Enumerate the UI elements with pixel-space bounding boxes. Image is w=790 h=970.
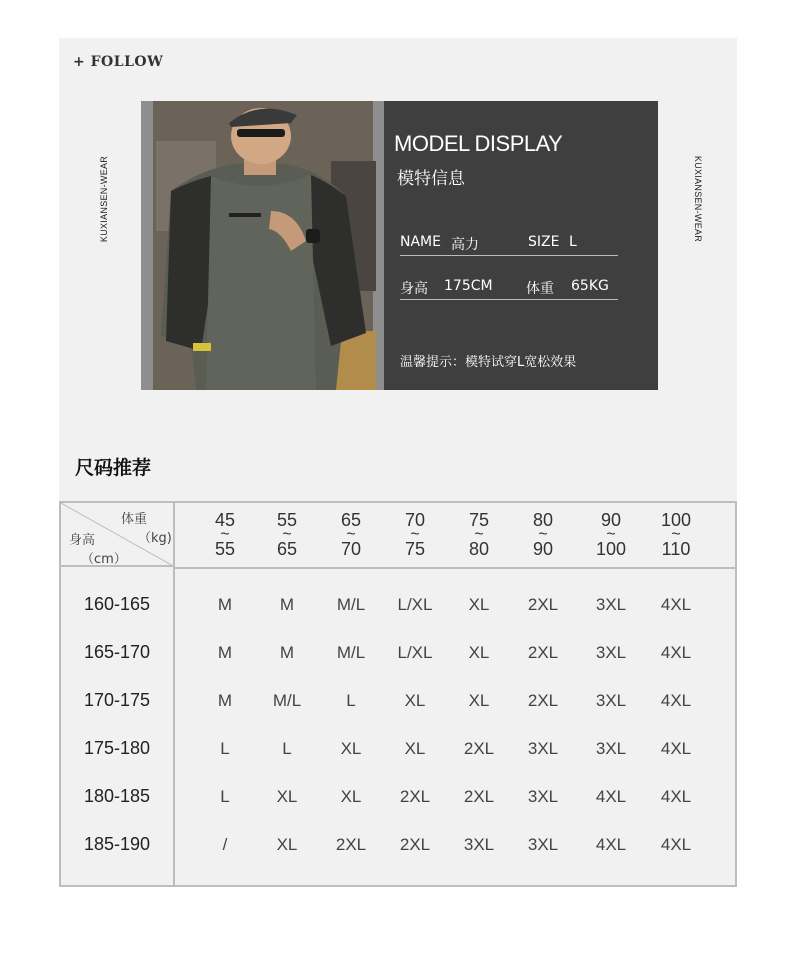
height-range-cell: 180-185: [83, 786, 151, 806]
weight-range-to: 55: [214, 539, 236, 559]
weight-range-to: 90: [532, 539, 554, 559]
height-range-cell: 170-175: [83, 690, 151, 710]
size-cell: 4XL: [660, 595, 692, 614]
weight-range-to: 100: [595, 539, 627, 559]
size-cell: L: [346, 691, 356, 710]
size-cell: XL: [468, 643, 490, 662]
size-cell: 2XL: [527, 643, 559, 662]
size-cell: 3XL: [595, 595, 627, 614]
model-info-box: [384, 101, 658, 390]
header-divider: [175, 567, 735, 569]
brand-side-label-left: KUXIANSEN-WEAR: [99, 155, 109, 243]
weight-value: 65KG: [571, 278, 609, 294]
height-range-cell: 160-165: [83, 594, 151, 614]
fit-tip: 温馨提示：模特试穿L宽松效果: [400, 355, 577, 370]
weight-range-to: 65: [276, 539, 298, 559]
weight-range-header: [257, 510, 317, 559]
model-name-size-row: [400, 234, 618, 256]
size-cell: XL: [404, 691, 426, 710]
size-cell: 4XL: [660, 835, 692, 854]
size-cell: L: [282, 739, 292, 758]
name-value: 高力: [451, 237, 479, 253]
size-cell: 4XL: [595, 835, 627, 854]
weight-range-header: [449, 510, 509, 559]
size-cell: XL: [340, 787, 362, 806]
size-cell: L/XL: [397, 643, 433, 662]
size-cell: M/L: [272, 691, 302, 710]
weight-range-from: 55: [276, 510, 298, 530]
size-cell: 4XL: [660, 787, 692, 806]
model-info-subtitle: 模特信息: [397, 169, 465, 189]
size-cell: M: [279, 643, 295, 662]
weight-range-to: 70: [340, 539, 362, 559]
model-height-weight-row: [400, 278, 618, 300]
height-range-cell: 165-170: [83, 642, 151, 662]
size-cell: M: [217, 595, 233, 614]
height-range-cell: 185-190: [83, 834, 151, 854]
weight-range-header: [646, 510, 706, 559]
brand-side-text-right: [691, 114, 705, 284]
weight-label: 体重: [526, 281, 554, 297]
corner-weight-label: 体重: [121, 512, 148, 527]
size-cell: L/XL: [397, 595, 433, 614]
size-cell: M: [279, 595, 295, 614]
size-recommendation-heading: 尺码推荐: [75, 457, 152, 479]
weight-range-from: 80: [532, 510, 554, 530]
size-cell: XL: [340, 739, 362, 758]
brand-side-text-left: [97, 114, 111, 284]
model-photo-illustration: [141, 101, 384, 390]
size-cell: 4XL: [660, 643, 692, 662]
model-display-panel: [59, 38, 737, 501]
height-value: 175CM: [444, 278, 493, 294]
size-cell: 2XL: [399, 787, 431, 806]
size-cell: 3XL: [527, 787, 559, 806]
size-cell: 3XL: [463, 835, 495, 854]
size-value: L: [569, 234, 577, 250]
size-cell: M: [217, 691, 233, 710]
table-corner-header: [61, 503, 175, 567]
size-chart-table: [59, 501, 737, 887]
size-cell: 3XL: [527, 835, 559, 854]
weight-range-header: [195, 510, 255, 559]
weight-range-tilde: ~: [220, 526, 230, 543]
weight-range-tilde: ~: [671, 526, 681, 543]
size-cell: L: [220, 739, 230, 758]
model-display-title: MODEL DISPLAY: [394, 131, 563, 156]
height-column-divider: [173, 567, 175, 885]
model-photo: [141, 101, 384, 390]
size-cell: XL: [404, 739, 426, 758]
weight-range-from: 45: [214, 510, 236, 530]
size-cell: 2XL: [463, 787, 495, 806]
size-cell: 2XL: [527, 595, 559, 614]
size-cell: /: [222, 835, 228, 854]
size-cell: M/L: [336, 643, 366, 662]
weight-range-to: 80: [468, 539, 490, 559]
weight-range-from: 70: [404, 510, 426, 530]
size-cell: M: [217, 643, 233, 662]
weight-range-tilde: ~: [410, 526, 420, 543]
weight-range-to: 110: [661, 539, 691, 559]
weight-range-tilde: ~: [606, 526, 616, 543]
weight-range-tilde: ~: [346, 526, 356, 543]
size-cell: 3XL: [595, 643, 627, 662]
size-cell: 4XL: [660, 691, 692, 710]
weight-range-header: [321, 510, 381, 559]
corner-height-label: 身高: [69, 533, 96, 548]
size-cell: XL: [276, 835, 298, 854]
weight-range-header: [581, 510, 641, 559]
weight-range-header: [513, 510, 573, 559]
corner-cm-unit: （cm）: [81, 552, 127, 567]
size-cell: XL: [276, 787, 298, 806]
weight-range-tilde: ~: [538, 526, 548, 543]
size-cell: 2XL: [335, 835, 367, 854]
weight-range-tilde: ~: [282, 526, 292, 543]
size-cell: 2XL: [399, 835, 431, 854]
size-cell: 3XL: [527, 739, 559, 758]
size-cell: 4XL: [660, 739, 692, 758]
follow-label[interactable]: + FOLLOW: [73, 54, 164, 70]
weight-range-from: 90: [600, 510, 622, 530]
size-cell: 2XL: [527, 691, 559, 710]
name-label: NAME: [400, 234, 441, 250]
size-cell: 3XL: [595, 739, 627, 758]
size-cell: 4XL: [595, 787, 627, 806]
weight-range-tilde: ~: [474, 526, 484, 543]
brand-side-label-right: KUXIANSEN-WEAR: [693, 155, 703, 243]
size-cell: L: [220, 787, 230, 806]
size-cell: XL: [468, 595, 490, 614]
size-cell: M/L: [336, 595, 366, 614]
corner-kg-unit: （kg): [138, 531, 172, 546]
size-label: SIZE: [528, 234, 560, 250]
height-range-cell: 175-180: [83, 738, 151, 758]
size-cell: 3XL: [595, 691, 627, 710]
size-cell: 2XL: [463, 739, 495, 758]
weight-range-from: 75: [468, 510, 490, 530]
weight-range-from: 65: [340, 510, 362, 530]
weight-range-header: [385, 510, 445, 559]
size-cell: XL: [468, 691, 490, 710]
weight-range-to: 75: [404, 539, 426, 559]
height-label: 身高: [400, 281, 428, 297]
weight-range-from: 100: [660, 510, 692, 530]
